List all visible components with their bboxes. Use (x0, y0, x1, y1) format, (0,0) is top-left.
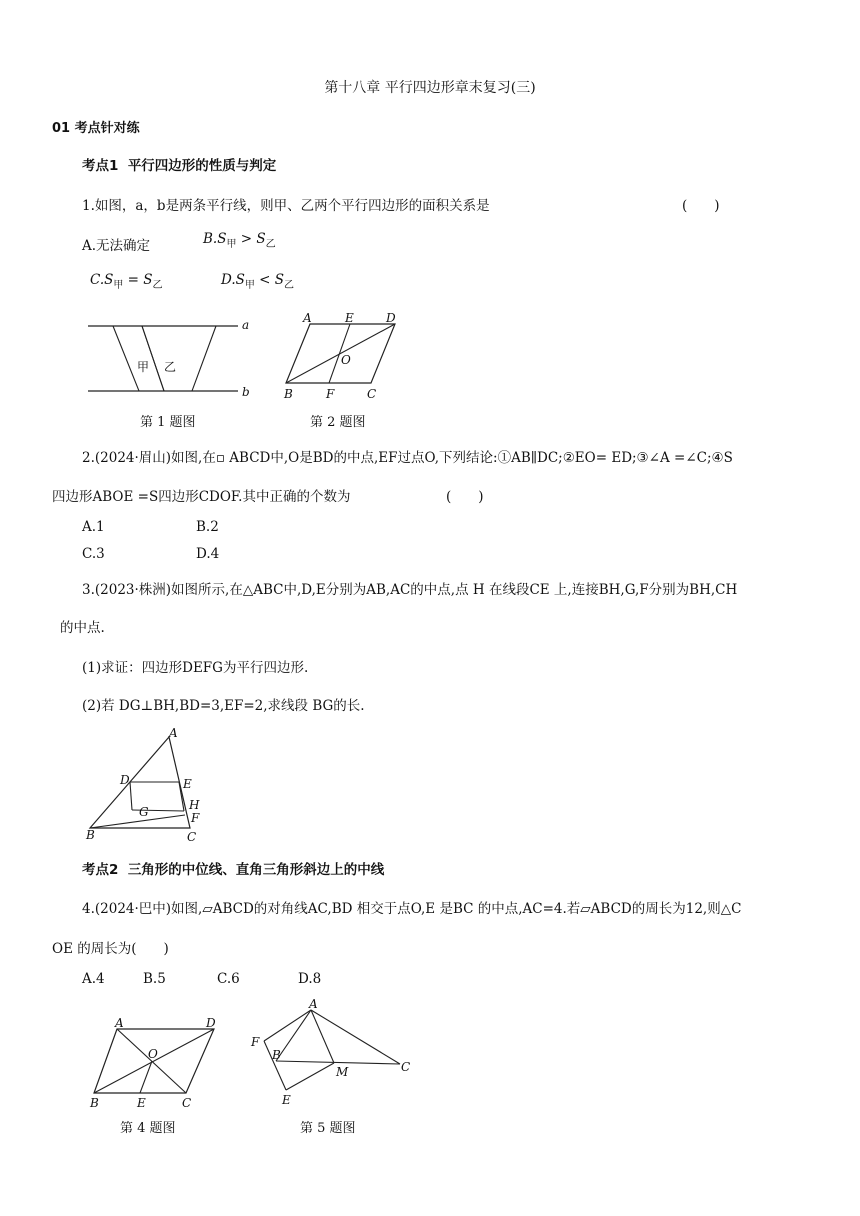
point1-label: 考点1 (82, 158, 119, 174)
figure-3-triangle (84, 726, 214, 846)
q3-part-2: (2)若 DG⊥BH,BD=3,EF=2,求线段 BG的长. (82, 698, 365, 714)
label-e: E (183, 777, 192, 791)
segment-em (286, 1063, 334, 1090)
label-o: O (341, 353, 351, 367)
q2-option-c: C.3 (82, 546, 105, 562)
section-heading: 01 考点针对练 (52, 121, 140, 136)
q2-option-b: B.2 (196, 519, 219, 535)
point1-title: 平行四边形的性质与判定 (127, 158, 277, 174)
segment-ac (311, 1010, 400, 1064)
figure-1-caption: 第 1 题图 (140, 415, 196, 430)
label-o: O (148, 1047, 158, 1061)
label-e: E (282, 1093, 291, 1107)
label-e: E (345, 311, 354, 325)
label-c: C (187, 830, 197, 844)
q4-option-d: D.8 (298, 971, 322, 987)
figure-5-caption: 第 5 题图 (300, 1121, 356, 1136)
q2-line-1: 2.(2024·眉山)如图,在▫ ABCD中,O是BD的中点,EF过点O,下列结论:①AB∥DC;②EO= ED;③∠A =∠C;④S (82, 450, 733, 466)
label-yi: 乙 (164, 360, 177, 374)
point2-label: 考点2 (82, 862, 119, 878)
figure-2-caption: 第 2 题图 (310, 415, 366, 430)
q3-line-2: 的中点. (60, 620, 105, 636)
label-a: A (169, 726, 178, 740)
parallelogram-jia (113, 326, 164, 391)
figure-5-triangles (246, 996, 416, 1111)
q3-part-1: (1)求证：四边形DEFG为平行四边形. (82, 660, 309, 676)
segment-bc (276, 1061, 400, 1064)
label-c: C (401, 1060, 411, 1074)
label-f: F (326, 387, 335, 401)
q1-stem: 1.如图，a，b是两条平行线，则甲、乙两个平行四边形的面积关系是 (82, 198, 490, 214)
segment-af (264, 1010, 311, 1041)
label-h: H (189, 798, 200, 812)
label-b: B (90, 1096, 99, 1110)
q1-option-d: $D.S_甲 < S_乙$ (221, 272, 295, 291)
point1-heading (82, 154, 276, 174)
label-g: G (139, 805, 149, 819)
label-b: B (272, 1048, 281, 1062)
label-d: D (120, 773, 130, 787)
label-b: B (284, 387, 293, 401)
figure-2-parallelogram (282, 312, 412, 407)
label-m: M (336, 1065, 349, 1079)
q3-line-1: 3.(2023·株洲)如图所示,在△ABC中,D,E分别为AB,AC的中点,点 H 在线段CE 上,连接BH,G,F分别为BH,CH (82, 582, 738, 598)
q1-option-a: A.无法确定 (82, 238, 151, 254)
segment-bh (90, 815, 185, 828)
parallelogram-yi (142, 326, 216, 391)
point2-heading (82, 858, 384, 878)
label-a: A (309, 997, 318, 1011)
label-f: F (251, 1035, 260, 1049)
label-d: D (386, 311, 396, 325)
q1-answer-bracket: ( ) (682, 198, 720, 214)
q4-line-1: 4.(2024·巴中)如图,▱ABCD的对角线AC,BD 相交于点O,E 是BC 的中点,AC=4.若▱ABCD的周长为12,则△C (82, 901, 742, 917)
point2-title: 三角形的中位线、直角三角形斜边上的中线 (127, 862, 385, 878)
q2-option-d: D.4 (196, 546, 220, 562)
label-jia: 甲 (137, 360, 150, 374)
q2-answer-bracket: ( ) (446, 489, 484, 505)
figure-4-parallelogram (88, 1014, 228, 1114)
q1-option-b: $B.S_甲 > S_乙$ (203, 231, 276, 250)
label-a: A (303, 311, 312, 325)
label-f: F (191, 811, 200, 825)
segment-dg (130, 782, 132, 810)
figure-4-caption: 第 4 题图 (120, 1121, 176, 1136)
q2-line-2: 四边形ABOE =S四边形CDOF.其中正确的个数为 (52, 489, 351, 505)
q2-option-a: A.1 (82, 519, 105, 535)
label-a: a (242, 318, 250, 332)
label-d: D (206, 1016, 216, 1030)
segment-am (311, 1010, 334, 1063)
label-b: b (242, 385, 250, 399)
q1-option-c: $C.S_甲 = S_乙$ (90, 272, 163, 291)
diagonal-bd (94, 1029, 214, 1093)
q4-option-c: C.6 (217, 971, 240, 987)
q4-line-2: OE 的周长为( ) (52, 941, 169, 957)
label-e: E (137, 1096, 146, 1110)
page-title: 第十八章 平行四边形章末复习(三) (324, 80, 536, 96)
label-c: C (182, 1096, 192, 1110)
label-b: B (86, 828, 95, 842)
figure-1-parallelograms (86, 312, 256, 407)
segment-ab (276, 1010, 311, 1061)
q4-option-a: A.4 (82, 971, 105, 987)
label-a: A (115, 1016, 124, 1030)
label-c: C (367, 387, 377, 401)
q4-option-b: B.5 (143, 971, 166, 987)
